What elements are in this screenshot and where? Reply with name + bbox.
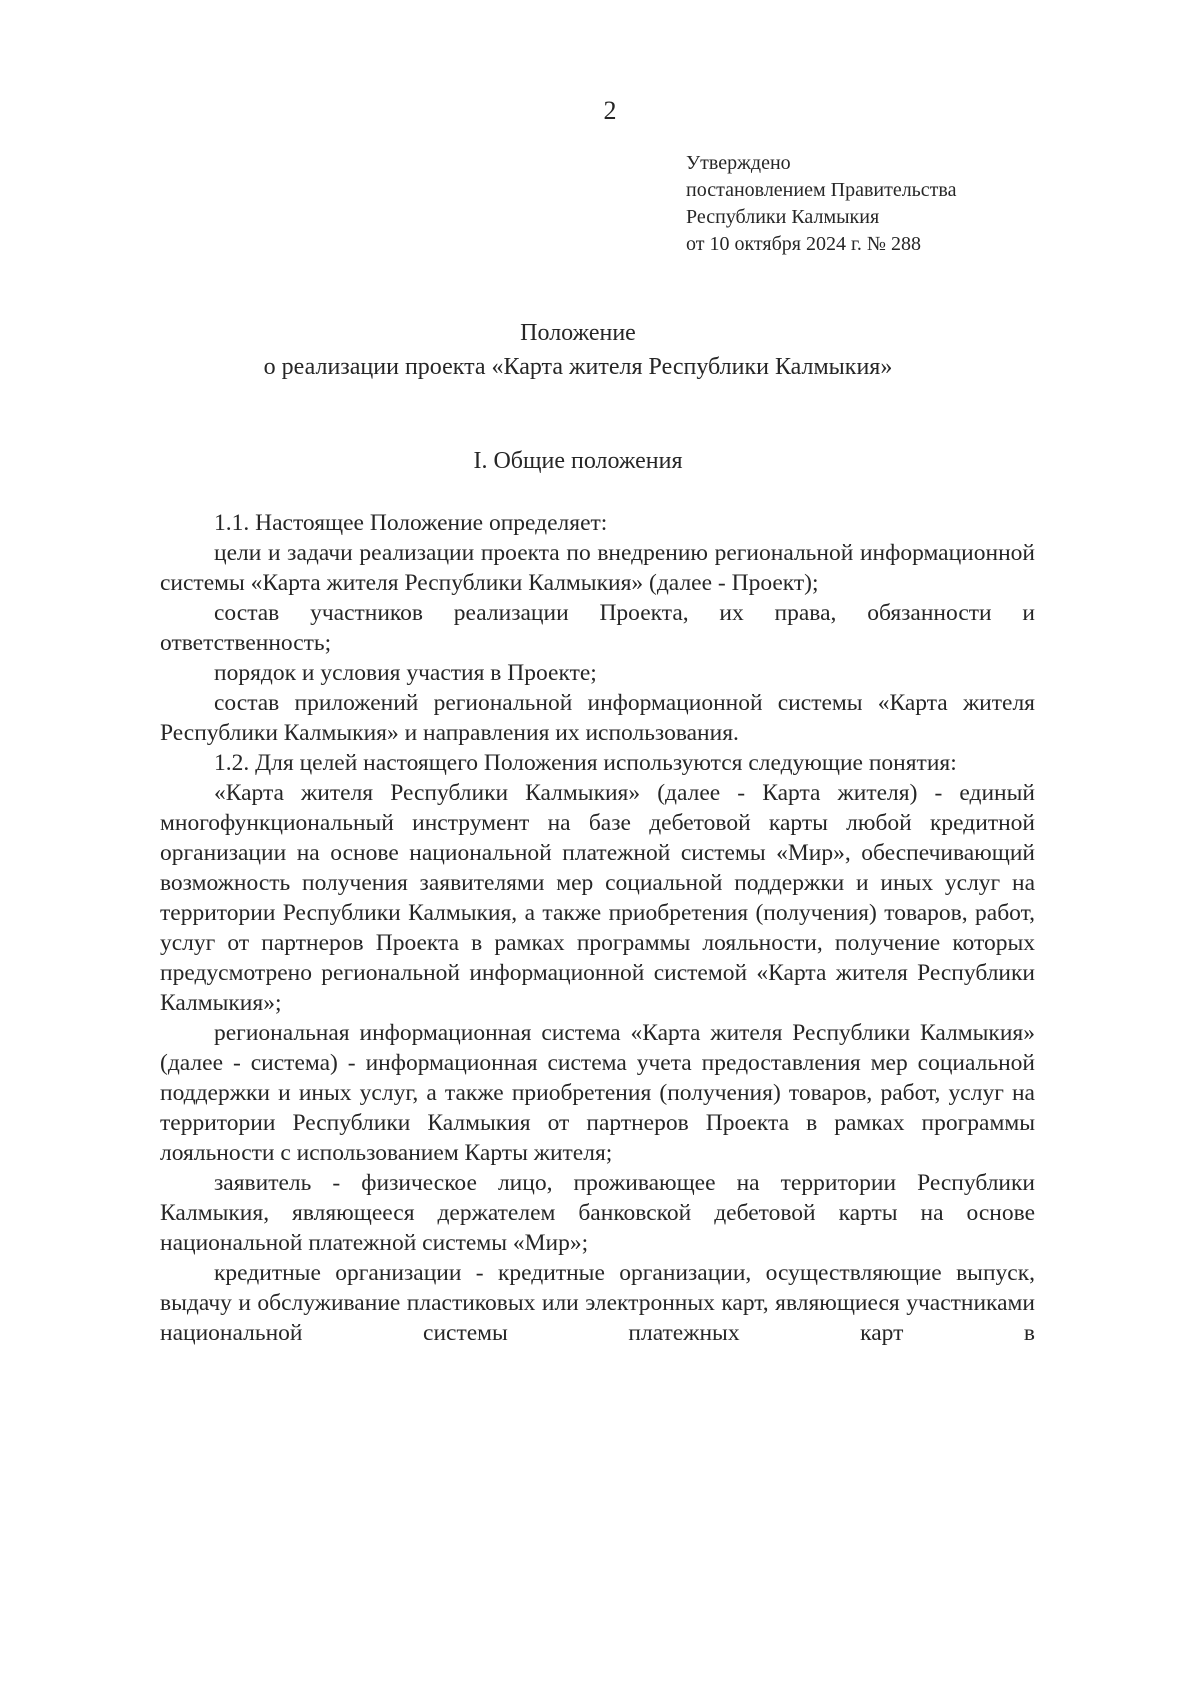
paragraph: состав приложений региональной информационной системы «Карта жителя Республики Калмыкия» и направления их использования. [160,690,1035,746]
paragraph: региональная информационная система «Карта жителя Республики Калмыкия» (далее - система) - информационная система учета предоставления мер социальной поддержки и иных услуг, а также приобретения (получения) товаров, работ, услуг на территории Республики Калмыкия от партнеров Проекта в рамках программы лояльности с использованием Карты жителя; [160,1020,1035,1166]
approval-line: Республики Калмыкия [686,206,880,228]
paragraph: порядок и условия участия в Проекте; [214,660,597,686]
paragraph: 1.1. Настоящее Положение определяет: [214,510,608,536]
approval-line: от 10 октября 2024 г. № 288 [686,233,922,255]
paragraph: заявитель - физическое лицо, проживающее на территории Республики Калмыкия, являющееся держателем банковской дебетовой карты на основе национальной платежной системы «Мир»; [160,1170,1035,1256]
paragraph: цели и задачи реализации проекта по внедрению региональной информационной системы «Карта жителя Республики Калмыкия» (далее - Проект); [160,540,1035,596]
paragraph: 1.2. Для целей настоящего Положения используются следующие понятия: [214,750,957,776]
paragraph: состав участников реализации Проекта, их права, обязанности и ответственность; [160,600,1035,656]
approval-block [686,150,956,258]
approval-line: Утверждено [686,152,791,174]
paragraph: кредитные организации - кредитные организации, осуществляющие выпуск, выдачу и обслуживание пластиковых или электронных карт, являющиеся участниками национальной системы платежных карт в [160,1260,1035,1346]
approval-line: постановлением Правительства [686,179,957,201]
document-title: Положение [520,320,636,346]
section-heading: I. Общие положения [473,448,683,474]
document-subtitle: о реализации проекта «Карта жителя Республики Калмыкия» [263,354,893,380]
document-body [160,508,1035,1348]
page-number: 2 [603,96,617,125]
paragraph: «Карта жителя Республики Калмыкия» (далее - Карта жителя) - единый многофункциональный инструмент на базе дебетовой карты любой кредитной организации на основе национальной платежной системы «Мир», обеспечивающий возможность получения заявителями мер социальной поддержки и иных услуг на территории Республики Калмыкия, а также приобретения (получения) товаров, работ, услуг от партнеров Проекта в рамках программы лояльности, получение которых предусмотрено региональной информационной системой «Карта жителя Республики Калмыкия»; [160,780,1035,1016]
